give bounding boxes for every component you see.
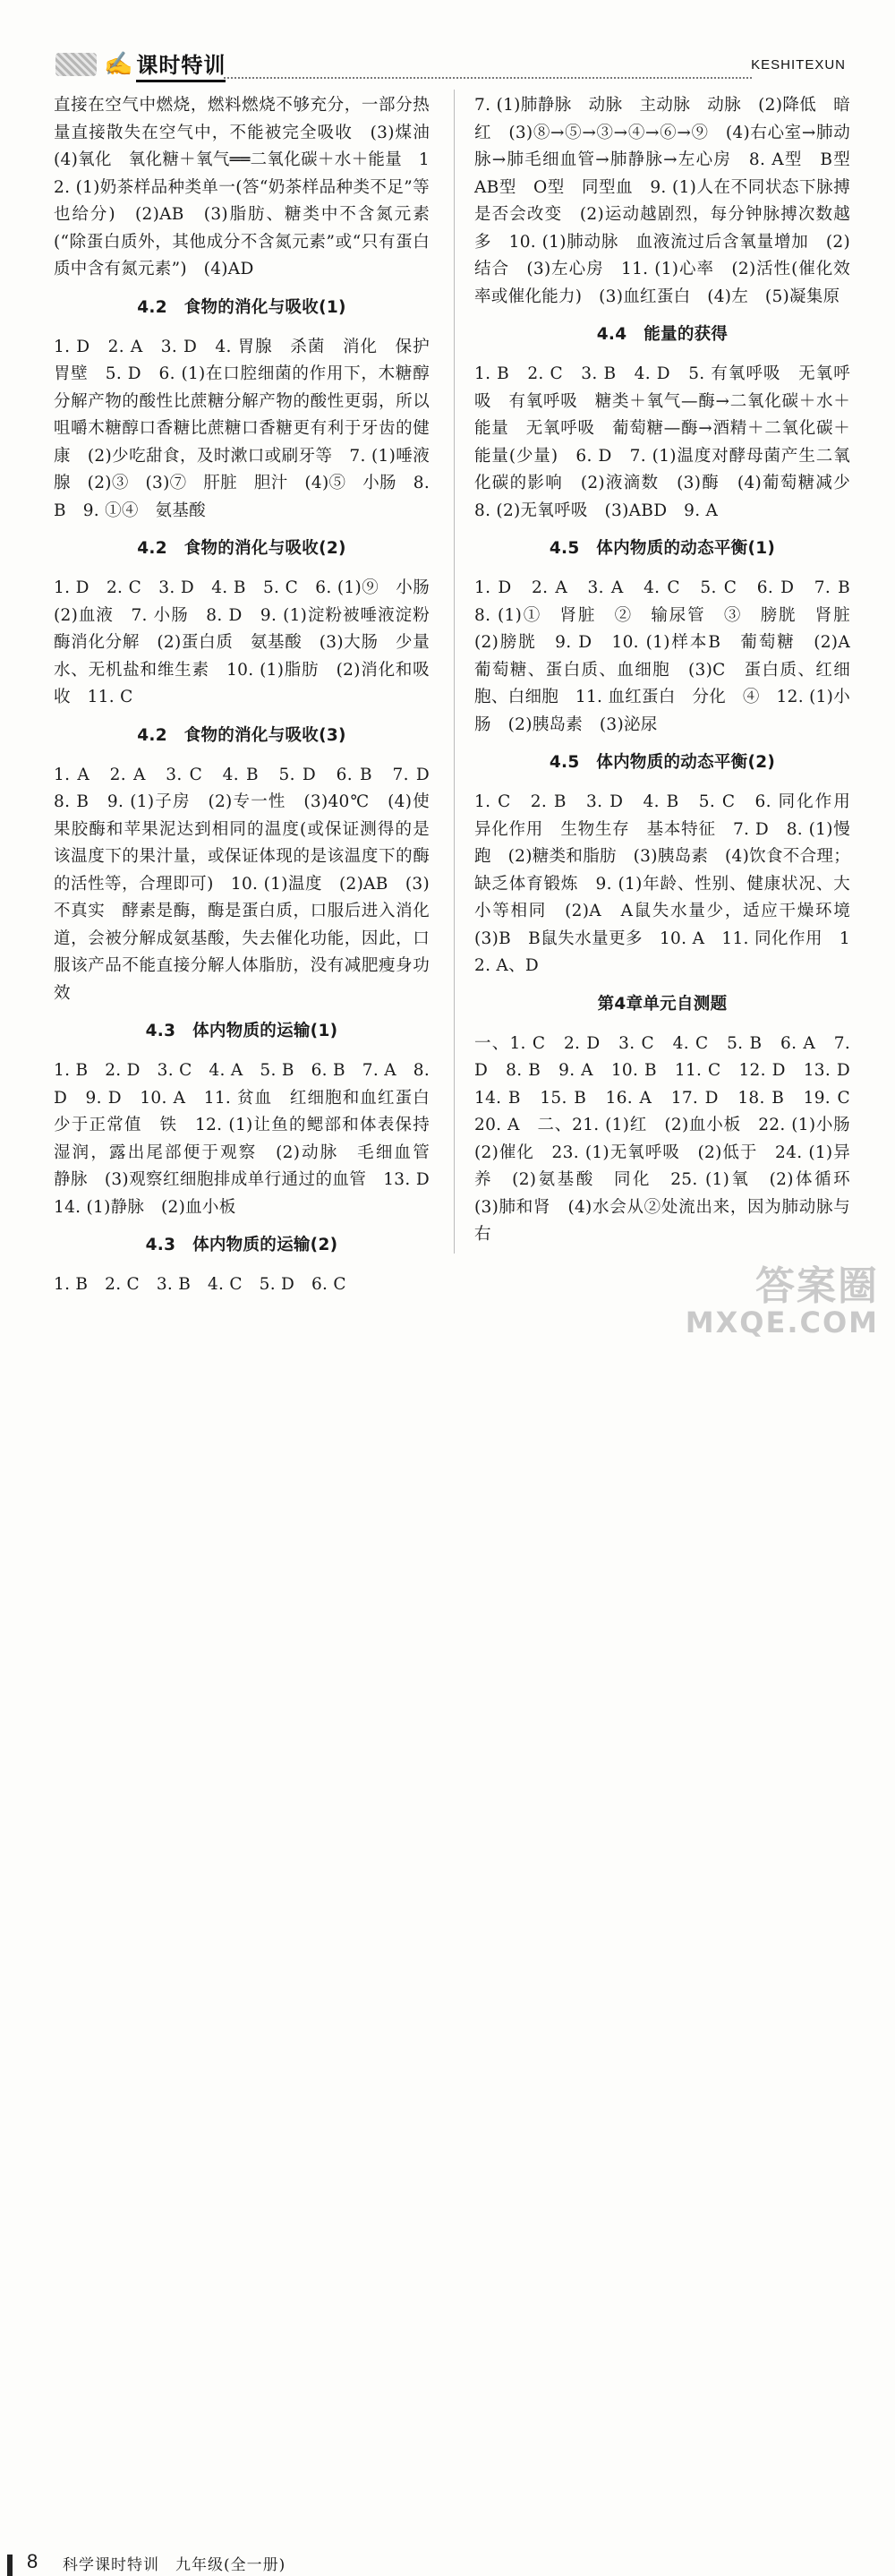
answer-paragraph: 1. D 2. A 3. D 4. 胃腺 杀菌 消化 保护胃壁 5. D 6. (1)在口腔细菌的作用下，木糖醇分解产物的酸性比蔗糖分解产物的酸性更弱，所以咀嚼木糖醇口香糖比蔗糖口香糖更有利于牙齿的健康 (2)少吃甜食，及时漱口或刷牙等 7. (1)唾液腺 (2)③ (3)⑦ 肝脏 胆汁 (4)⑤ 小肠 8. B 9. ①④ 氨基酸 [54,337,430,520]
section-title: 4.2 食物的消化与吸收(3) [137,725,346,745]
left-column [54,92,447,1299]
right-column [474,92,867,1249]
answer-paragraph: 1. B 2. C 3. B 4. D 5. 有氧呼吸 无氧呼吸 有氧呼吸 糖类＋氧气—酶→二氧化碳＋水＋能量 无氧呼吸 葡萄糖—酶→酒精＋二氧化碳＋能量(少量) 6. D 7. (1)温度对酵母菌产生二氧化碳的影响 (2)液滴数 (3)酶 (4)葡萄糖减少 8. (2)无氧呼吸 (3)ABD 9. A [474,364,867,520]
watermark-cn: 答案圈 [755,1263,879,1309]
section-title: 4.5 体内物质的动态平衡(2) [549,753,776,772]
answer-paragraph: 1. D 2. A 3. A 4. C 5. C 6. D 7. B 8. (1)① 肾脏 ② 输尿管 ③ 膀胱 肾脏 (2)膀胱 9. D 10. (1)样本B 葡萄糖 (2)A 葡萄糖、蛋白质、血细胞 (3)C 蛋白质、红细胞、白细胞 11. 血红蛋白 分化 ④ 12. (1)小肠 (2)胰岛素 (3)泌尿 [474,578,867,734]
footer-book-title: 科学课时特训 九年级(全一册) [63,2556,286,2574]
brand-text: KESHITEXUN [751,57,846,73]
header-rule [224,77,752,79]
page-marker [7,2555,13,2576]
section-title: 第4章单元自测题 [597,994,728,1014]
page-header [0,0,895,90]
answer-paragraph: 直接在空气中燃烧，燃料燃烧不够充分，一部分热量直接散失在空气中，不能被完全吸收 (3)煤油 (4)氧化 氧化糖＋氧气══二氧化碳＋水＋能量 12. (1)奶茶样品种类单一(答“奶茶样品种类不足”等也给分) (2)AB (3)脂肪、糖类中不含氮元素(“除蛋白质外，其他成分不含氮元素”或“只有蛋白质中含有氮元素”) (4)AD [54,96,447,278]
answer-paragraph: 1. B 2. C 3. B 4. C 5. D 6. C [54,1275,346,1294]
watermark [686,1254,879,1339]
book-logo [55,49,226,80]
column-divider [454,90,455,1254]
answer-paragraph: 1. B 2. D 3. C 4. A 5. B 6. B 7. A 8. D 9. D 10. A 11. 贫血 红细胞和血红蛋白少于正常值 铁 12. (1)让鱼的鳃部和体表保持湿润，露出尾部便于观察 (2)动脉 毛细血管 静脉 (3)观察红细胞排成单行通过的血管 13. D 14. (1)静脉 (2)血小板 [54,1061,447,1217]
answer-paragraph: 1. A 2. A 3. C 4. B 5. D 6. B 7. D 8. B 9. (1)子房 (2)专一性 (3)40℃ (4)使果胶酶和苹果泥达到相同的温度(或保证测得的是该温度下的果汁量，或保证体现的是该温度下的酶的活性等，合理即可) 10. (1)温度 (2)AB (3)不真实 酵素是酶，酶是蛋白质，口服后进入消化道，会被分解成氨基酸，失去催化功能，因此，口服该产品不能直接分解人体脂肪，没有减肥瘦身功效 [54,765,447,1003]
section-title: 4.2 食物的消化与吸收(1) [137,297,346,317]
pen-icon: ✍ [104,51,133,78]
section-title: 4.4 能量的获得 [596,325,729,344]
section-title: 4.3 体内物质的运输(1) [145,1022,338,1040]
section-title: 4.2 食物的消化与吸收(2) [137,539,346,558]
answer-paragraph: 1. D 2. C 3. D 4. B 5. C 6. (1)⑨ 小肠 (2)血液 7. 小肠 8. D 9. (1)淀粉被唾液淀粉酶消化分解 (2)蛋白质 氨基酸 (3)大肠 少量水、无机盐和维生素 10. (1)脂肪 (2)消化和吸收 11. C [54,578,447,706]
section-title: 4.5 体内物质的动态平衡(1) [549,539,776,558]
section-title: 4.3 体内物质的运输(2) [145,1236,338,1254]
answer-paragraph: 7. (1)肺静脉 动脉 主动脉 动脉 (2)降低 暗红 (3)⑧→⑤→③→④→⑥→⑨ (4)右心室→肺动脉→肺毛细血管→肺静脉→左心房 8. A型 B型 AB型 O型 同型血 9. (1)人在不同状态下脉搏是否会改变 (2)运动越剧烈，每分钟脉搏次数越多 10. (1)肺动脉 血液流过后含氧量增加 (2)结合 (3)左心房 11. (1)心率 (2)活性(催化效率或催化能力) (3)血红蛋白 (4)左 (5)凝集原 [474,96,867,306]
answer-paragraph: 1. C 2. B 3. D 4. B 5. C 6. 同化作用 异化作用 生物生存 基本特征 7. D 8. (1)慢跑 (2)糖类和脂肪 (3)胰岛素 (4)饮食不合理；缺乏体育锻炼 9. (1)年龄、性别、健康状况、大小等相同 (2)A A鼠失水量少，适应干燥环境 (3)B B鼠失水量更多 10. A 11. 同化作用 12. A、D [474,792,867,975]
answer-paragraph: 一、1. C 2. D 3. C 4. C 5. B 6. A 7. D 8. B 9. A 10. B 11. C 12. D 13. D 14. B 15. B 16. A 17. D 18. B 19. C 20. A 二、21. (1)红 (2)血小板 22. (1)小肠 (2)催化 23. (1)无氧呼吸 (2)低于 24. (1)异养 (2)氨基酸 同化 25. (1)氧 (2)体循环 (3)肺和肾 (4)水会从②处流出来，因为肺动脉与右 [474,1033,867,1244]
logo-pattern-icon [55,53,97,76]
logo-text: 课时特训 [136,47,226,82]
page-number: 8 [27,2550,38,2572]
watermark-en: MXQE.COM [685,1305,879,1339]
